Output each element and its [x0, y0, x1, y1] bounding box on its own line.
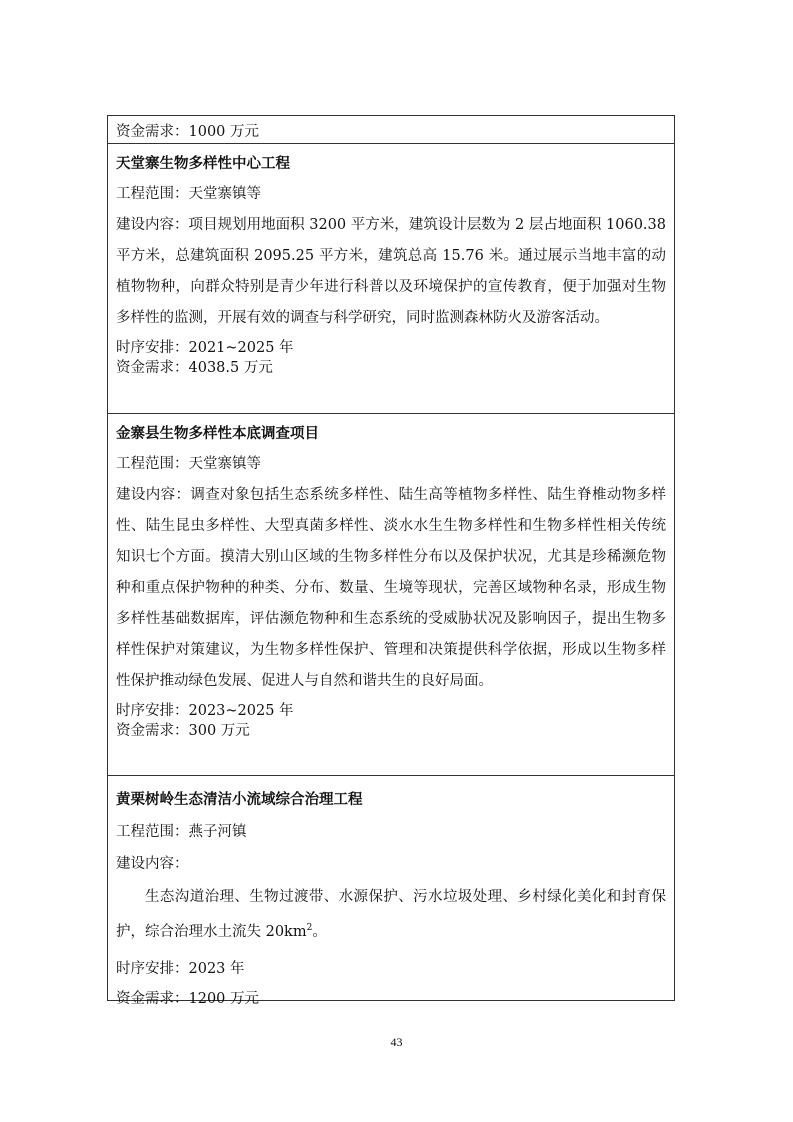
content-body: 生态沟道治理、生物过渡带、水源保护、污水垃圾处理、乡村绿化美化和封育保护，综合治理水土流失 20km — [116, 889, 666, 940]
project-table — [107, 115, 675, 1007]
funds-text: 资金需求：300 万元 — [116, 723, 250, 739]
funds-text: 资金需求：1000 万元 — [116, 124, 260, 140]
scope-text: 工程范围：天堂寨镇等 — [116, 456, 261, 472]
table-row — [108, 414, 674, 776]
scope-text: 工程范围：燕子河镇 — [116, 824, 247, 840]
page-number: 43 — [390, 1035, 403, 1049]
schedule-text: 时序安排：2021~2025 年 — [116, 340, 294, 356]
content-text: 建设内容：项目规划用地面积 3200 平方米，建筑设计层数为 2 层占地面积 1060.38 平方米，总建筑面积 2095.25 平方米，建筑总高 15.76 米。通过展示当地丰富的动植物物种，向群众特别是青少年进行科普以及环境保护的宣传教育，便于加强对生物多样性的监测，开展有效的调查与科学研究，同时监测森林防火及游客活动。 — [116, 217, 666, 326]
schedule-text: 时序安排：2023~2025 年 — [116, 703, 294, 719]
content-end: 。 — [312, 923, 327, 940]
project-title: 金寨县生物多样性本底调查项目 — [116, 426, 319, 442]
funds-text: 资金需求：4038.5 万元 — [116, 360, 273, 376]
table-row — [108, 776, 674, 1007]
content-label: 建设内容： — [116, 856, 189, 872]
scope-text: 工程范围：天堂寨镇等 — [116, 186, 261, 202]
funds-text: 资金需求：1200 万元 — [116, 990, 260, 1007]
table-row — [108, 144, 674, 414]
content-text: 建设内容：调查对象包括生态系统多样性、陆生高等植物多样性、陆生脊椎动物多样性、陆生昆虫多样性、大型真菌多样性、淡水水生生物多样性和生物多样性相关传统知识七个方面。摸清大别山区域的生物多样性分布以及保护状况，尤其是珍稀濒危物种和重点保护物种的种类、分布、数量、生境等现状，完善区域物种名录，形成生物多样性基础数据库，评估濒危物种和生态系统的受威胁状况及影响因子，提出生物多样性保护对策建议，为生物多样性保护、管理和决策提供科学依据，形成以生物多样性保护推动绿色发展、促进人与自然和谐共生的良好局面。 — [116, 487, 666, 689]
schedule-text: 时序安排：2023 年 — [116, 960, 245, 977]
content-superscript: 2 — [306, 923, 313, 933]
project-title: 天堂寨生物多样性中心工程 — [116, 156, 290, 172]
content-text — [116, 882, 666, 948]
project-title: 黄栗树岭生态清洁小流域综合治理工程 — [116, 792, 363, 808]
table-row — [108, 116, 674, 144]
